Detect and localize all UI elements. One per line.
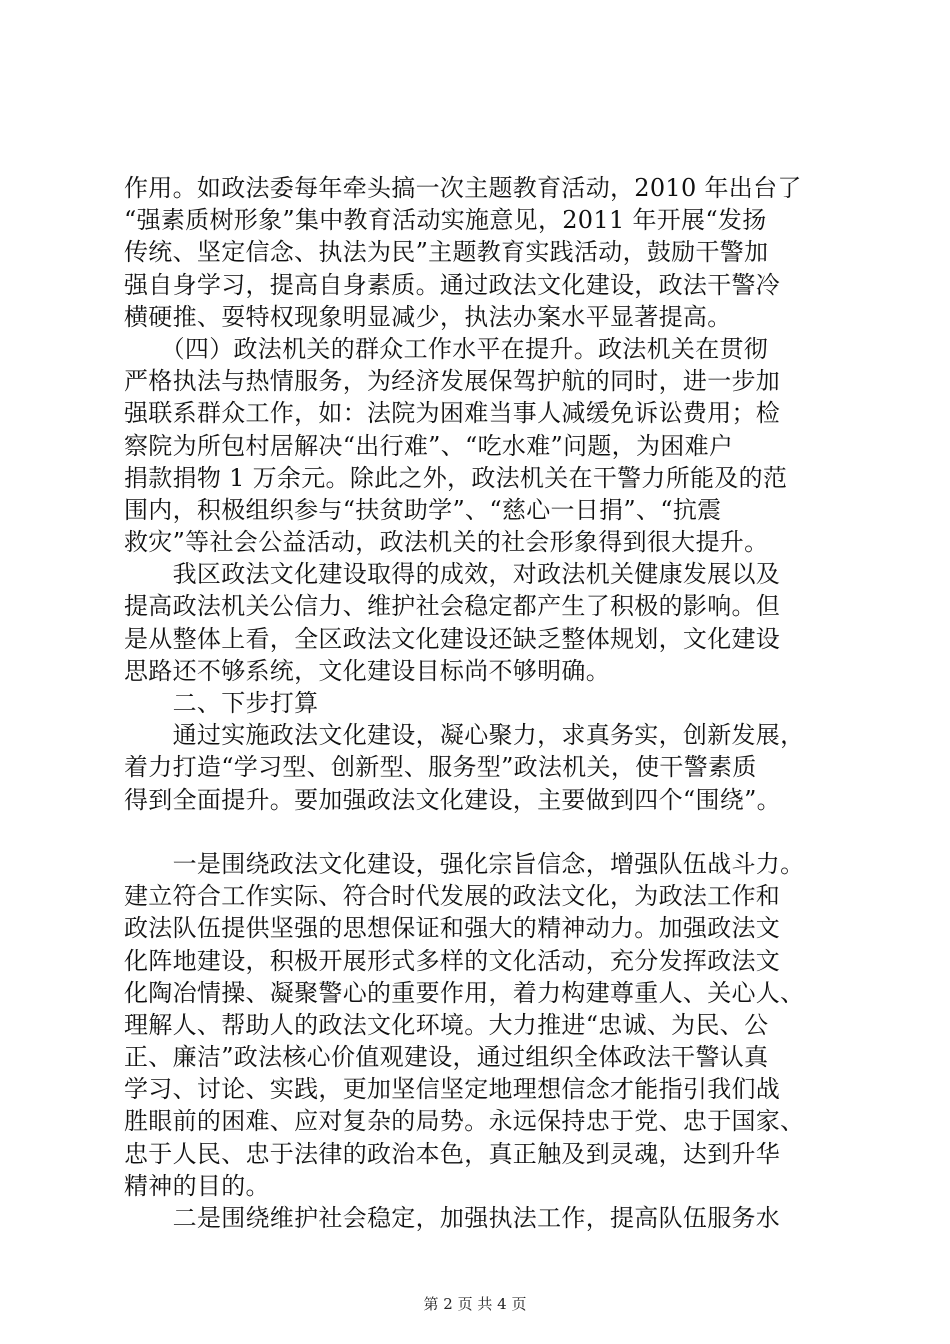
blank-line (124, 816, 832, 848)
text-line: 精神的目的。 (124, 1171, 270, 1200)
text-line: 通过实施政法文化建设，凝心聚力，求真务实，创新发展， (124, 721, 805, 750)
text-line: 是从整体上看，全区政法文化建设还缺乏整体规划，文化建设 (124, 624, 781, 653)
text-line: 捐款捐物 1 万余元。除此之外，政法机关在干警力所能及的范 (124, 463, 788, 492)
text-line: 政法队伍提供坚强的思想保证和强大的精神动力。加强政法文 (124, 914, 781, 943)
text-line: 察院为所包村居解决“出行难”、“吃水难”问题，为困难户 (124, 431, 734, 460)
text-line: 围内，积极组织参与“扶贫助学”、“慈心一日捐”、“抗震 (124, 495, 722, 524)
text-line: 胜眼前的困难、应对复杂的局势。永远保持忠于党、忠于国家、 (124, 1107, 805, 1136)
text-line: 强自身学习，提高自身素质。通过政法文化建设，政法干警冷 (124, 270, 781, 299)
text-line: 我区政法文化建设取得的成效，对政法机关健康发展以及 (124, 560, 781, 589)
text-line: 化阵地建设，积极开展形式多样的文化活动，充分发挥政法文 (124, 946, 781, 975)
text-line: 二是围绕维护社会稳定，加强执法工作，提高队伍服务水 (124, 1204, 781, 1232)
text-line: 传统、坚定信念、执法为民”主题教育实践活动，鼓励干警加 (124, 238, 769, 267)
page-number-footer: 第 2 页 共 4 页 (423, 1295, 527, 1313)
text-line: 正、廉洁”政法核心价值观建设，通过组织全体政法干警认真 (124, 1043, 769, 1072)
text-line: 救灾”等社会公益活动，政法机关的社会形象得到很大提升。 (124, 528, 769, 557)
section-heading: 二、下步打算 (124, 689, 319, 717)
text-line: 忠于人民、忠于法律的政治本色，真正触及到灵魂，达到升华 (124, 1139, 781, 1168)
text-line: 一是围绕政法文化建设，强化宗旨信念，增强队伍战斗力。 (124, 849, 805, 878)
text-line: 得到全面提升。要加强政法文化建设，主要做到四个“围绕”。 (124, 785, 781, 814)
text-line: 化陶冶情操、凝聚警心的重要作用，着力构建尊重人、关心人、 (124, 978, 805, 1007)
text-line: 学习、讨论、实践，更加坚信坚定地理想信念才能指引我们战 (124, 1075, 781, 1104)
text-line: （四）政法机关的群众工作水平在提升。政法机关在贯彻 (124, 334, 769, 363)
text-line: 理解人、帮助人的政法文化环境。大力推进“忠诚、为民、公 (124, 1010, 769, 1039)
text-line: 强联系群众工作，如：法院为困难当事人减缓免诉讼费用；检 (124, 399, 781, 428)
text-line: 着力打造“学习型、创新型、服务型”政法机关，使干警素质 (124, 753, 757, 782)
text-line: 建立符合工作实际、符合时代发展的政法文化，为政法工作和 (124, 882, 781, 911)
text-line: 严格执法与热情服务，为经济发展保驾护航的同时，进一步加 (124, 367, 781, 396)
text-line: “强素质树形象”集中教育活动实施意见，2011 年开展“发扬 (124, 206, 767, 235)
text-line: 提高政法机关公信力、维护社会稳定都产生了积极的影响。但 (124, 592, 781, 621)
text-line: 横硬推、耍特权现象明显减少，执法办案水平显著提高。 (124, 302, 732, 331)
body-text (124, 172, 832, 1234)
text-line: 思路还不够系统，文化建设目标尚不够明确。 (124, 656, 610, 685)
text-line: 作用。如政法委每年牵头搞一次主题教育活动，2010 年出台了 (124, 174, 802, 202)
